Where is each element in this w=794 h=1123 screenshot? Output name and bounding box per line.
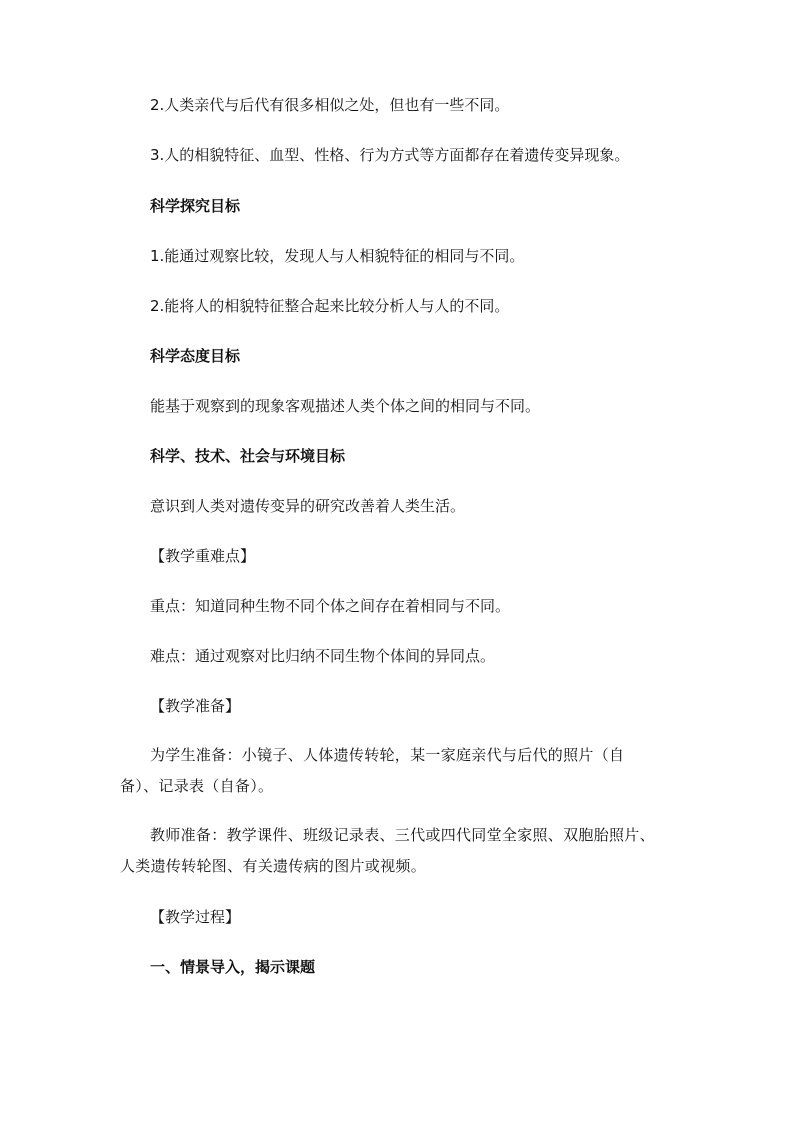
heading-key-difficult-points: 【教学重难点】 bbox=[150, 547, 256, 565]
section-heading-intro: 一、情景导入，揭示课题 bbox=[150, 958, 316, 976]
heading-science-inquiry: 科学探究目标 bbox=[150, 197, 241, 215]
teacher-preparation: 教师准备：教学课件、班级记录表、三代或四代同堂全家照、双胞胎照片、人类遗传转轮图、有关遗传病的图片或视频。 bbox=[120, 826, 655, 875]
difficult-point: 难点：通过观察对比归纳不同生物个体间的异同点。 bbox=[150, 647, 496, 665]
goal-item-2: 2.人类亲代与后代有很多相似之处，但也有一些不同。 bbox=[150, 96, 510, 114]
heading-preparation: 【教学准备】 bbox=[150, 697, 241, 715]
inquiry-item-1: 1.能通过观察比较，发现人与人相貌特征的相同与不同。 bbox=[150, 247, 525, 265]
inquiry-item-2: 2.能将人的相貌特征整合起来比较分析人与人的不同。 bbox=[150, 297, 510, 315]
attitude-text: 能基于观察到的现象客观描述人类个体之间的相同与不同。 bbox=[150, 397, 541, 415]
goal-item-3: 3.人的相貌特征、血型、性格、行为方式等方面都存在着遗传变异现象。 bbox=[150, 146, 630, 164]
key-point: 重点：知道同种生物不同个体之间存在着相同与不同。 bbox=[150, 597, 511, 615]
heading-stse: 科学、技术、社会与环境目标 bbox=[150, 447, 346, 465]
heading-teaching-process: 【教学过程】 bbox=[150, 908, 241, 926]
student-preparation: 为学生准备：小镜子、人体遗传转轮，某一家庭亲代与后代的照片（自备）、记录表（自备）。 bbox=[120, 746, 625, 795]
heading-science-attitude: 科学态度目标 bbox=[150, 347, 241, 365]
stse-text: 意识到人类对遗传变异的研究改善着人类生活。 bbox=[150, 497, 466, 515]
